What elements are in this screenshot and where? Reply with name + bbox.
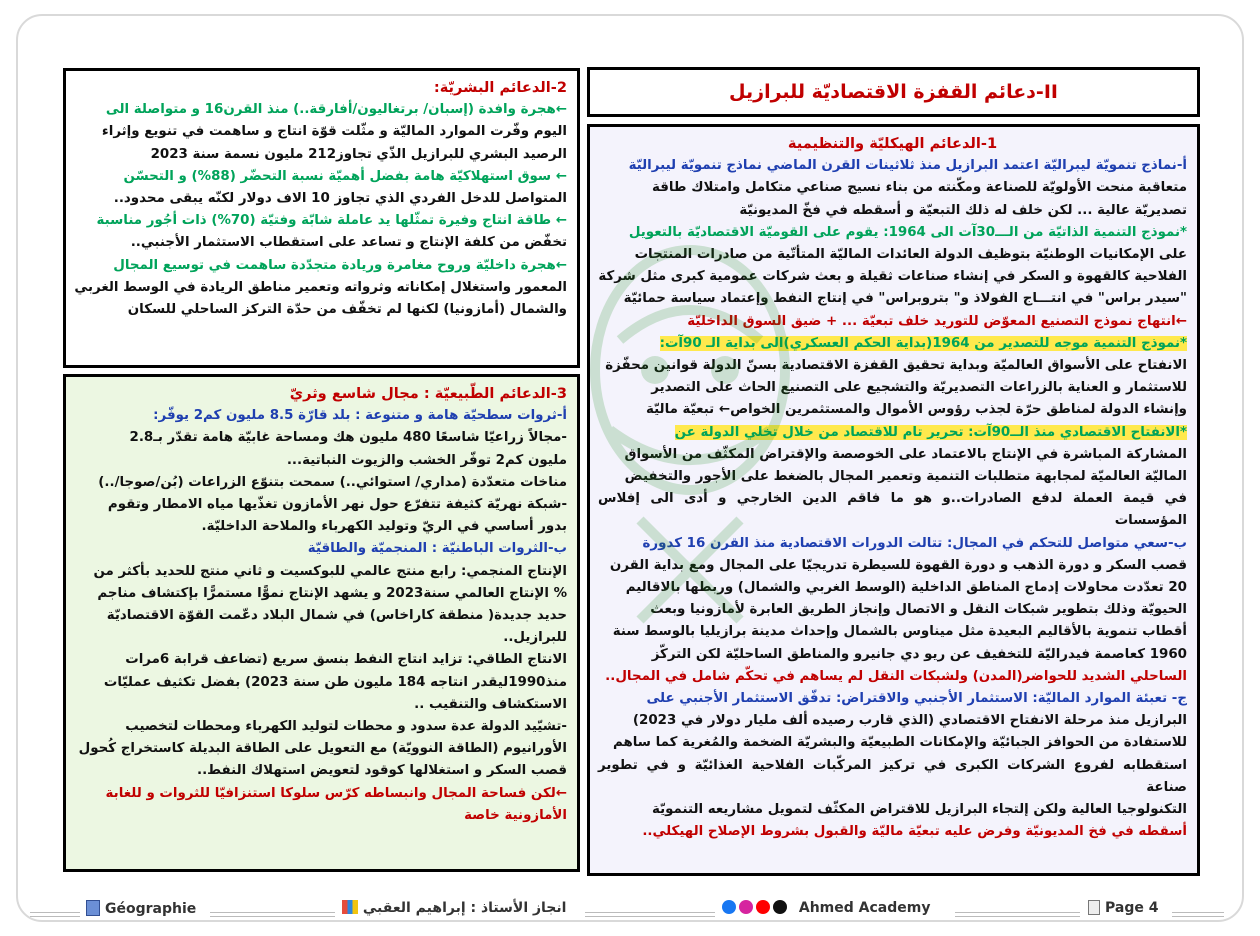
footer-page: Page 4 [1088,900,1158,924]
youtube-icon[interactable] [756,900,770,914]
footer-divider [955,912,1080,917]
line: أقطاب تنموية بالأقاليم البعيدة مثل ميناوس بالشمال وإحداث مدينة برازيليا بالوسط سنة [612,624,1187,640]
line: أ-نماذج تنمويّة ليبراليّة اعتمد البرازيل منذ ثلاثينات القرن الماضي نماذج تنمويّة ليبراليّة [628,158,1187,174]
line: -تشيّيد الدولة عدة سدود و محطات لتوليد الكهرباء ومحطات لتخصيب [125,719,567,735]
line: -مجالاً زراعيّا شاسعًا 480 مليون هك ومساحة غابيّة هامة تقدّر بـ2.8 [129,430,567,446]
line: *الانفتاح الاقتصادي منذ الــ90آت: تحرير تام للاقتصاد من خلال تخلي الدولة عن [674,424,1187,440]
line: ←هجرة وافدة (إسبان/ برتغاليون/أفارقة..) منذ القرن16 و متواصلة الى [105,102,567,118]
line: للبرازيل.. [503,630,567,646]
line: مليون كم2 توفّر الخشب والزيوت النباتية... [286,452,567,468]
line: "سيدر براس" في انتـــاج الفولاذ و" بتروبراس" في إنتاج النفط وإعتماد سياسة حمائيّة [623,291,1187,307]
line: *نموذج التنمية الذاتيّة من الـــ30آت الى 1964: يقوم على القوميّة الاقتصاديّة بالتعويل [628,224,1187,240]
line: البرازيل منذ مرحلة الانفتاح الاقتصادي (الذي قارب رصيده ألف مليار دولار في 2023) [632,713,1187,729]
line: ← طاقة انتاج وفيرة تمثّلها يد عاملة شابّة وفتيّة (70%) ذات أجُور مناسبة [96,213,567,229]
line: الأورانيوم (الطاقة النوويّة) مع التعويل على الطاقة البديلة كاستخراج كُحول [78,741,567,757]
section-heading: 3-الدعائم الطّبيعيّة : مجال شاسع وثريّ [289,385,567,402]
footer-divider [585,912,715,917]
line: الحيويّة وذلك بتطوير شبكات النقل و الاتصال وإنجاز الطريق العابرة لأمازونيا وبعث [650,602,1187,618]
section-heading: 2-الدعائم البشريّة: [433,79,567,96]
tiktok-icon[interactable] [773,900,787,914]
line: تصديريّة عالية ... لكن خلف له ذلك التبعيّة و أسقطه في فخّ المديونيّة [739,202,1187,218]
footer-divider [1172,912,1224,917]
line: مناخات متعدّدة (مداري/ استوائي..) سمحت بتنوّع الزراعات (بُن/صوجا/..) [98,474,567,490]
line: ←لكن فساحة المجال وانبساطه كرّس سلوكا استنزافيّا للثروات و للغابة [105,785,567,801]
line: قصب السكر و استغلالها كوقود لتعويض استهلاك النفط.. [196,763,567,779]
line: أ-ثروات سطحيّة هامة و متنوعة : بلد قارّة 8.5 مليون كم2 يوفّر: [153,408,567,424]
line: أسقطه في فخ المديونيّة وفرض عليه تبعيّة ماليّة والقبول بشروط الإصلاح الهيكلي.. [642,824,1187,840]
section-heading: 1-الدعائم الهيكليّة والتنظيمية [787,135,998,152]
line: استقطابه لفروع الشركات الكبرى في تركيز المركّبات الفلاحية الغذائيّة و في تطوير صناعة [598,757,1187,795]
line: في قيمة العملة لدفع الصادرات..و هو ما فاقم الدين الخارجي و أدى الى إفلاس المؤسسات [598,491,1187,529]
line: ←هجرة داخليّة وروح مغامرة وريادة متجدّدة ساهمت في توسيع المجال [113,257,567,273]
footer-divider [30,912,80,917]
page-icon [1088,900,1100,915]
line: 1960 كعاصمة فيدراليّة للتخفيف عن ريو دي جانيرو والمناطق الساحليّة لكن التركّز [651,646,1187,662]
line: التكنولوجيا العالية ولكن إلتجاء البرازيل للاقتراض المكثّف لتمويل مشاريعه التنمويّة [651,802,1187,818]
line: الإنتاج المنجمي: رابع منتج عالمي للبوكسيت و ثاني منتج للحديد بأكثر من [93,563,567,579]
line: ب-الثروات الباطنيّة : المنجميّة والطاقيّة [307,541,567,557]
instagram-icon[interactable] [739,900,753,914]
section-structural-pillars [587,124,1200,876]
line: الانتاج الطاقي: تزايد انتاج النفط بنسق سريع (تضاعف قرابة 6مرات [125,652,567,668]
line: حديد جديدة( منطقة كاراخاس) في شمال البلاد دعّمت القوّة الاقتصاديّة [106,608,567,624]
line: المتواصل للدخل الفردي الذي تجاوز 10 الاف دولار لكنّه يبقى محدود.. [113,191,567,207]
line: وإنشاء الدولة لمناطق حرّة لجذب رؤوس الأموال والمستثمرين الخواص← تبعيّة ماليّة [645,402,1187,418]
line: اليوم وفّرت الموارد الماليّة و مثّلت قوّة انتاج و ساهمت في تنويع وإثراء [101,124,567,140]
line: متعاقبة منحت الأولويّة للصناعة ومكّنته من بناء نسيج صناعي متكامل وامتلاك طاقة [652,180,1187,196]
line: بدور أساسي في الريّ وتوليد الكهرباء والملاحة الداخليّة. [201,519,567,535]
line: 20 تعدّدت محاولات إدماج المناطق الداخلية (الوسط الغربي والشمال) وربطها بالاقاليم [625,580,1187,596]
facebook-icon[interactable] [722,900,736,914]
line: *نموذج التنمية موجه للتصدير من 1964(بداية الحكم العسكري)الى بداية الـ 90آت: [659,335,1187,351]
line: على الإمكانيات الوطنيّة بتوظيف الدولة العائدات الماليّة المتأتّية من صادرات المنتجات [634,247,1187,263]
footer-author: انجاز الأستاذ : إبراهيم العقبي [342,900,566,924]
footer-brand: Ahmed Academy [722,900,930,924]
line: ← سوق استهلاكيّة هامة بفضل أهميّة نسبة التحضّر (88%) و التحسّن [123,168,567,184]
line: والشمال (أمازونيا) لكنها لم تخفّف من حدّة التركز الساحلي للسكان [127,302,567,318]
line: المعمور واستغلال إمكاناته وثرواته وتعمير مناطق الريادة في الوسط الغربي [74,279,567,295]
line: منذ1990ليقدر انتاجه 184 مليون طن سنة 2023) بفضل تكثيف عمليّات [103,674,567,690]
line: -شبكة نهريّة كثيفة تتفرّع حول نهر الأمازون تغذّيها مياه الامطار وتقوم [107,497,567,513]
line: ج- تعبئة الموارد الماليّة: الاستثمار الأجنبي والاقتراض: تدفّق الاستثمار الأجنبي على [646,691,1187,707]
line: % الإنتاج العالمي سنة2023 و يشهد الإنتاج نموًّا مستمرًّا بإكتشاف مناجم [97,585,567,601]
line: المشاركة المباشرة في الإنتاج بالاعتماد على الخوصصة والإقتراض المكثّف من الأسواق [624,446,1187,462]
book-icon [86,900,100,916]
line: قصب السكر و دورة الذهب و دورة القهوة للسيطرة تدريجيّا على المجال ومع بداية القرن [609,557,1187,573]
page-title: II-دعائم القفزة الاقتصاديّة للبرازيل [587,67,1200,117]
footer-subject: Géographie [86,900,196,924]
section-natural-pillars [63,374,580,872]
line: للاستفادة من الحوافز الجبائيّة والإمكانات الطبيعيّة والبشريّة الضخمة والمُغرية كما ساهم [612,735,1187,751]
line: الساحلي الشديد للحواضر(المدن) ولشبكات النقل لم يساهم في تحكّم شامل في المجال.. [605,668,1187,684]
books-icon [342,900,358,914]
footer-divider [210,912,335,917]
line: الرصيد البشري للبرازيل الذّي تجاوز212 مليون نسمة سنة 2023 [150,146,567,162]
section-human-pillars [63,68,580,368]
line: ←انتهاج نموذج التصنيع المعوّض للتوريد خلف تبعيّة ... + ضيق السوق الداخليّة [687,313,1187,329]
line: الأمازونية خاصة [464,807,567,823]
line: للاستثمار و العناية بالزراعات التصديريّة والتشجيع على التصنيع الحاث على التصدير [651,380,1187,396]
line: الانفتاح على الأسواق العالميّة وبداية تحقيق القفزة الاقتصادية بسنّ الدولة قوانين محفّزة [605,358,1187,374]
line: الماليّة العالميّة لمجابهة متطلبات التنمية وتعمير المجال بالضغط على الأجور والتخفيض [624,469,1187,485]
line: الفلاحية كالقهوة و السكر في إنشاء صناعات ثقيلة و بعث شركات عمومية كبرى مثل شركة [598,269,1187,285]
line: الاستكشاف والتنقيب .. [414,696,567,712]
line: تخفّض من كلفة الإنتاج و تساعد على استقطاب الاستثمار الأجنبي.. [130,235,567,251]
line: ب-سعي متواصل للتحكم في المجال: تتالت الدورات الاقتصادية منذ القرن 16 كدورة [642,535,1187,551]
